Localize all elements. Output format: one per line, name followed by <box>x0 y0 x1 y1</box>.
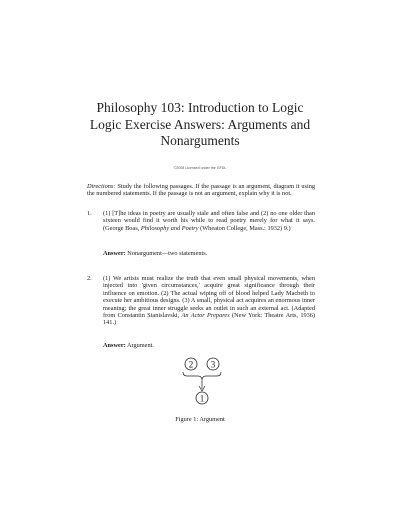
answer-text: Argument. <box>125 342 154 349</box>
directions-label: Directions: <box>87 183 116 190</box>
title-line-1: Philosophy 103: Introduction to Logic <box>96 100 304 115</box>
answer-label: Answer: <box>103 342 126 349</box>
answer-text: Nonargument—two statements. <box>125 250 208 257</box>
source-title: An Actor Prepares <box>181 312 230 320</box>
directions-text: Study the following passages. If the passage is an argument, diagram it using the numbered statements. If the passage is not an argument, explain why it is not. <box>87 183 315 198</box>
conclusion-label: 1 <box>199 393 205 404</box>
item-number: 1. <box>87 210 92 217</box>
title-line-3: Nonarguments <box>160 133 240 148</box>
copyright-notice: ©2008 Licensed under the GFDL <box>173 166 227 170</box>
figure-caption: Figure 1: Argument <box>175 416 225 423</box>
grouping-brace <box>183 372 221 379</box>
answer-label: Answer: <box>103 250 126 257</box>
item-number: 2. <box>87 275 92 282</box>
item-text-part: (1) [T]he ideas in poetry are usually stale and often false and (2) no one older than sixteen would find it worth his while to read poetry merely for what it says. (George Boas, <box>103 210 315 232</box>
item-text-part: (Wheaton College, Mass.: 1932) 9.) <box>198 224 291 232</box>
premise-label: 3 <box>210 359 216 370</box>
source-title: Philosophy and Poetry <box>140 224 199 232</box>
premise-label: 2 <box>188 359 194 370</box>
item-text-part: (New York: Theatre Arts, 1936) 141.) <box>103 312 316 327</box>
item-text-part: (1) We artists must realize the truth that even small physical movements, when injected into 'given circumstances,' acquire great significance through their influence on emotion. (2) The actual wiping off of blood helped Lady Macbeth to execute her ambitious designs. (3) A small, physical act acquires an enormous inner meaning; the great inner struggle seeks an outlet in such an external act. (Adapted from Constantin Stanislavski, <box>103 275 315 320</box>
title-line-2: Logic Exercise Answers: Arguments and <box>89 116 311 132</box>
